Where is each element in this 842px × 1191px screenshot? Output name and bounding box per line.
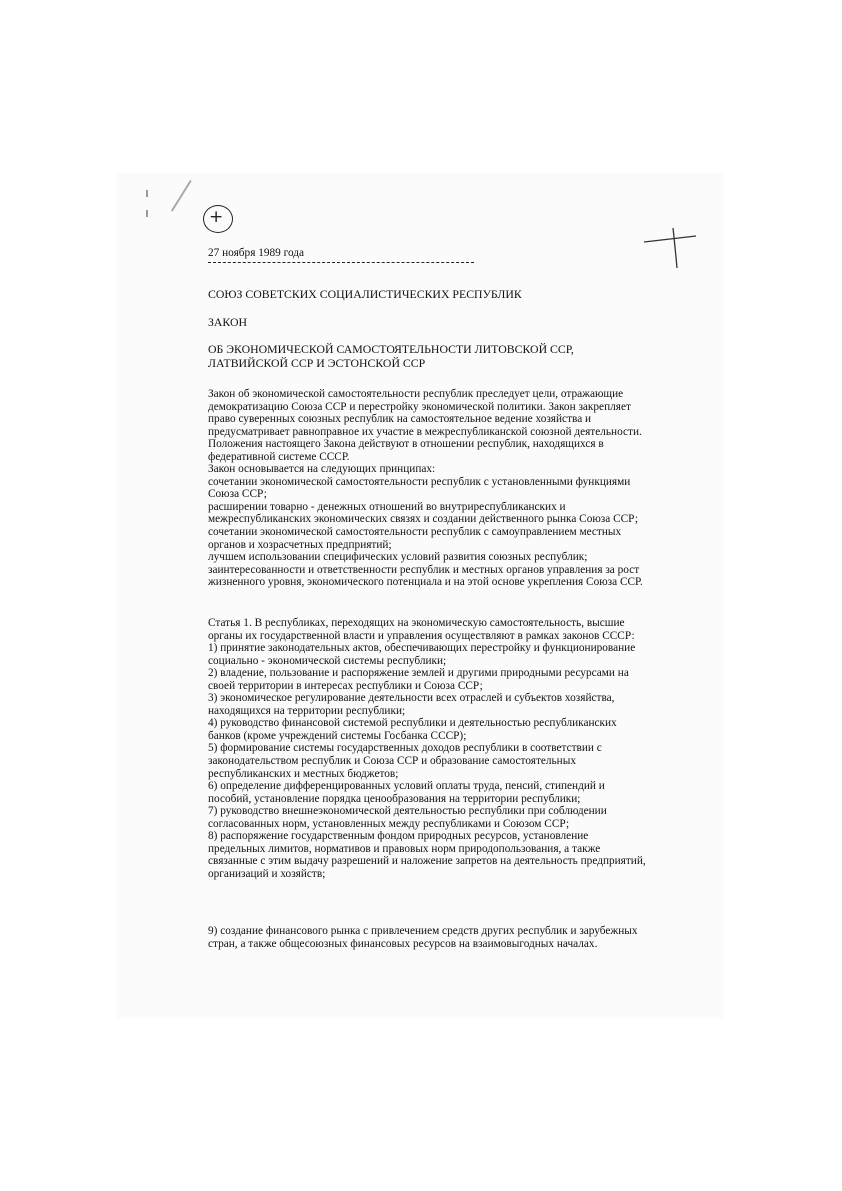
header-separator bbox=[208, 262, 474, 267]
issuing-state: СОЮЗ СОВЕТСКИХ СОЦИАЛИСТИЧЕСКИХ РЕСПУБЛИК bbox=[208, 287, 522, 301]
article-line: пособий, установление порядка ценообразования на территории республики; bbox=[208, 792, 581, 805]
article-line: связанные с этим выдачу разрешений и наложение запретов на деятельность предприятий, bbox=[208, 855, 646, 868]
preamble-line: межреспубликанских экономических связях и создании действенного рынка Союза ССР; bbox=[208, 513, 639, 526]
article-line: своей территории в интересах республики и Союза ССР; bbox=[208, 679, 483, 692]
article-1-item-9 bbox=[208, 925, 688, 950]
preamble-line: Положения настоящего Закона действуют в отношении республик, находящихся в bbox=[208, 438, 604, 451]
article-line: Статья 1. В республиках, переходящих на экономическую самостоятельность, высшие bbox=[208, 617, 625, 629]
circled-plus-text: + bbox=[209, 207, 224, 227]
preamble-line: демократизацию Союза ССР и перестройку экономической политики. Закон закрепляет bbox=[208, 400, 631, 413]
preamble-line: федеративной системе СССР. bbox=[208, 450, 350, 463]
pen-stroke-decoration bbox=[171, 180, 192, 212]
law-title-line: ЛАТВИЙСКОЙ ССР И ЭСТОНСКОЙ ССР bbox=[208, 356, 426, 370]
preamble-line: предусматривает равноправное их участие в межреспубликанской союзной деятельности. bbox=[208, 425, 642, 438]
document-date: 27 ноября 1989 года bbox=[208, 247, 305, 259]
article-line: 9) создание финансового рынка с привлечением средств других республик и зарубежных bbox=[208, 925, 638, 937]
article-line: 2) владение, пользование и распоряжение землей и другими природными ресурсами на bbox=[208, 667, 629, 680]
article-1 bbox=[208, 617, 688, 880]
preamble-line: Союза ССР; bbox=[208, 488, 267, 501]
article-line: 7) руководство внешнеэкономической деятельностью республики при соблюдении bbox=[208, 805, 607, 818]
article-line: 6) определение дифференцированных условий оплаты труда, пенсий, стипендий и bbox=[208, 780, 605, 793]
margin-tick bbox=[146, 210, 148, 217]
preamble-line: Закон об экономической самостоятельности республик преследует цели, отражающие bbox=[208, 388, 624, 400]
margin-tick bbox=[146, 190, 148, 197]
article-line: согласованных норм, установленных между республиками и Союзом ССР; bbox=[208, 817, 570, 830]
article-line: организаций и хозяйств; bbox=[208, 867, 326, 880]
article-line: республиканских и местных бюджетов; bbox=[208, 767, 399, 780]
article-line: стран, а также общесоюзных финансовых ресурсов на взаимовыгодных началах. bbox=[208, 937, 598, 950]
preamble bbox=[208, 388, 688, 589]
article-line: находящихся на территории республики; bbox=[208, 704, 406, 717]
article-line: предельных лимитов, нормативов и правовых норм природопользования, а также bbox=[208, 842, 601, 855]
article-line: 4) руководство финансовой системой республики и деятельностью республиканских bbox=[208, 717, 617, 730]
preamble-line: право суверенных союзных республик на самостоятельное ведение хозяйства и bbox=[208, 413, 592, 426]
preamble-line: сочетании экономической самостоятельности республик с самоуправлением местных bbox=[208, 526, 622, 539]
article-line: 5) формирование системы государственных доходов республики в соответствии с bbox=[208, 742, 602, 755]
preamble-line: расширении товарно - денежных отношений во внутриреспубликанских и bbox=[208, 500, 566, 513]
preamble-line: жизненного уровня, экономического потенциала и на этой основе укрепления Союза ССР. bbox=[208, 576, 643, 589]
article-line: социально - экономической системы республики; bbox=[208, 654, 447, 667]
article-line: 8) распоряжение государственным фондом природных ресурсов, установление bbox=[208, 830, 589, 843]
article-line: законодательством республик и Союза ССР и образование самостоятельных bbox=[208, 755, 576, 768]
article-line: банков (кроме учреждений системы Госбанка СССР); bbox=[208, 729, 467, 742]
law-title bbox=[208, 342, 688, 370]
preamble-line: органов и хозрасчетных предприятий; bbox=[208, 538, 392, 551]
preamble-line: Закон основывается на следующих принципах: bbox=[208, 463, 436, 476]
article-line: 1) принятие законодательных актов, обеспечивающих перестройку и функционирование bbox=[208, 642, 636, 655]
article-line: 3) экономическое регулирование деятельности всех отраслей и субъектов хозяйства, bbox=[208, 692, 615, 705]
document-type: ЗАКОН bbox=[208, 315, 248, 329]
preamble-line: заинтересованности и ответственности республик и местных органов управления за рост bbox=[208, 563, 640, 576]
article-line: органы их государственной власти и управления осуществляют в рамках законов СССР: bbox=[208, 629, 635, 642]
preamble-line: лучшем использовании специфических условий развития союзных республик; bbox=[208, 551, 588, 564]
law-title-line: ОБ ЭКОНОМИЧЕСКОЙ САМОСТОЯТЕЛЬНОСТИ ЛИТОВСКОЙ ССР, bbox=[208, 342, 574, 356]
preamble-line: сочетании экономической самостоятельности республик с установленными функциями bbox=[208, 475, 631, 488]
